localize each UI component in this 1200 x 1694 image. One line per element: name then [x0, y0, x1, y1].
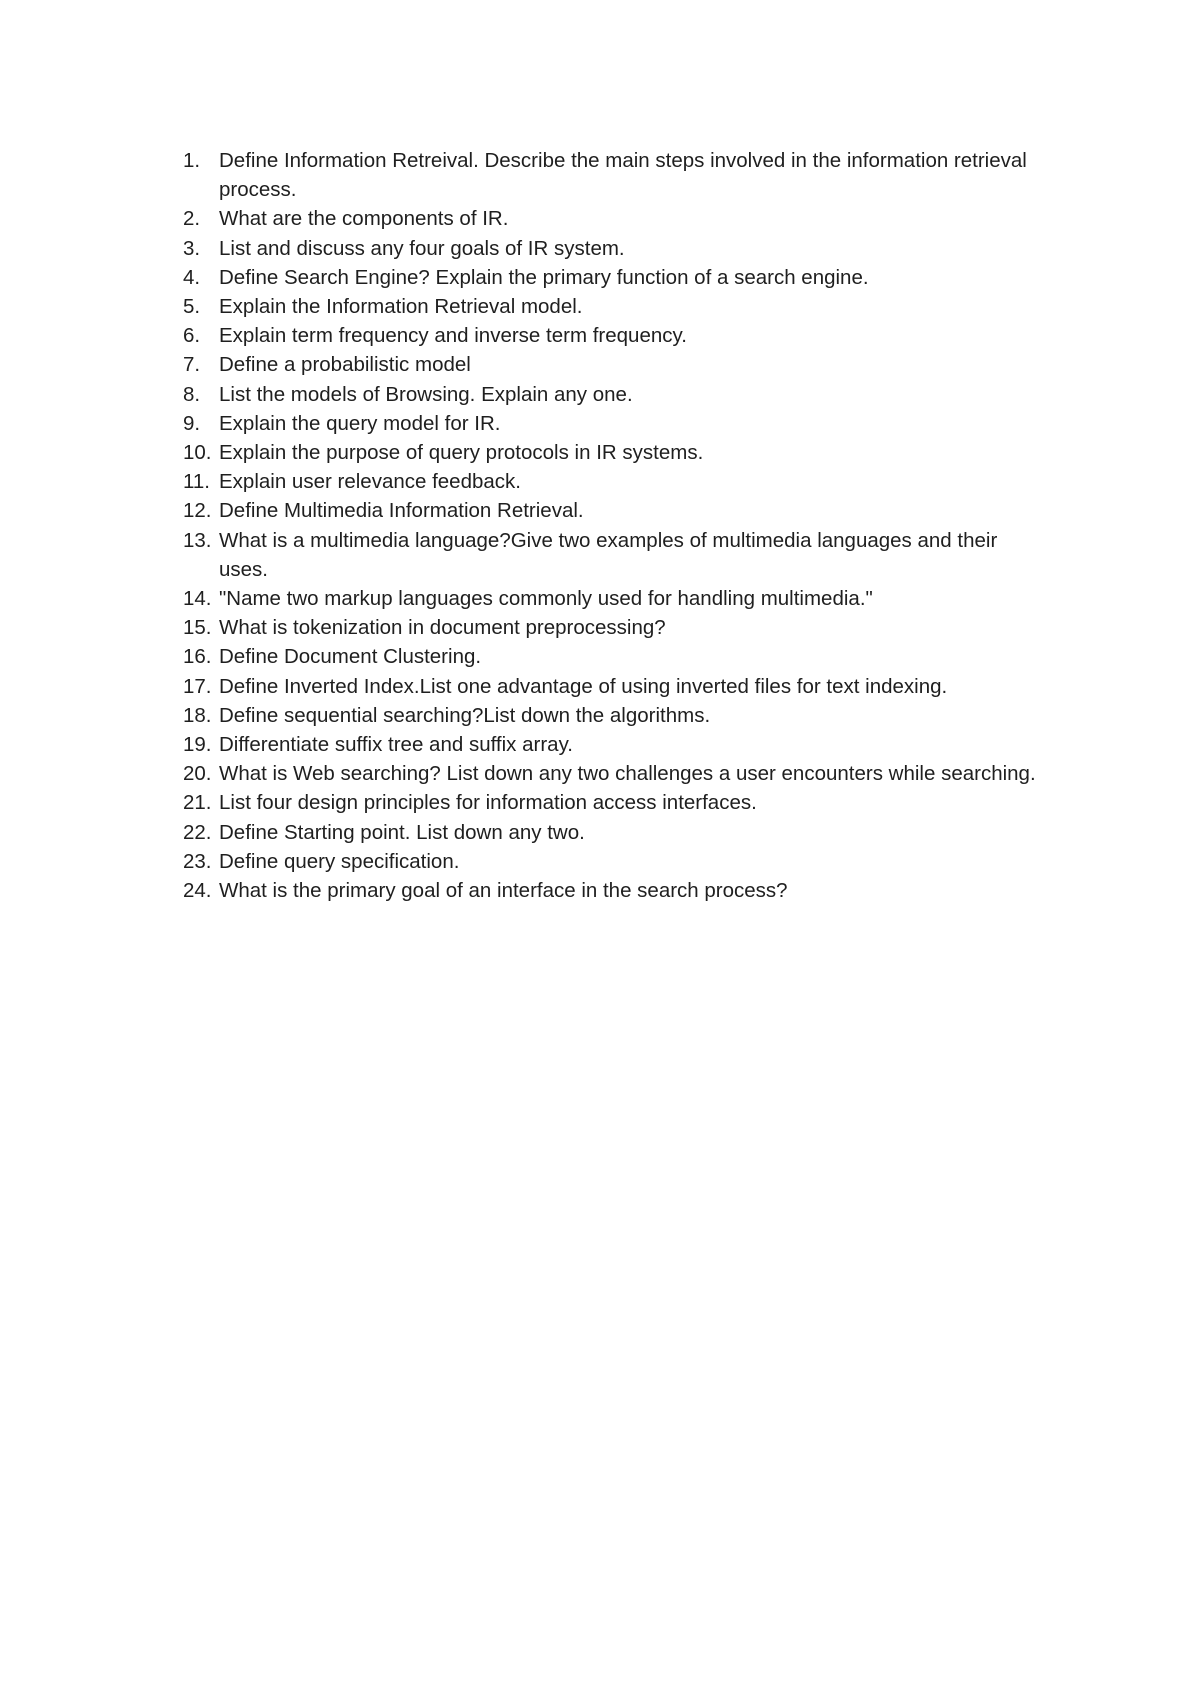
- question-text: Define Information Retreival. Describe the main steps involved in the information retrieval process.: [219, 149, 1027, 202]
- question-text: Explain the query model for IR.: [219, 411, 501, 435]
- question-number: 8.: [183, 382, 201, 406]
- question-text: Define Inverted Index.List one advantage of using inverted files for text indexing.: [219, 674, 948, 698]
- question-number: 23.: [183, 849, 212, 873]
- question-item: [183, 526, 1043, 584]
- question-number: 21.: [183, 791, 212, 815]
- question-number: 11.: [183, 470, 210, 494]
- question-number: 24.: [183, 879, 212, 903]
- question-text: What are the components of IR.: [219, 207, 509, 231]
- question-number: 12.: [183, 499, 212, 523]
- question-text: Differentiate suffix tree and suffix array.: [219, 733, 573, 757]
- question-item: [183, 876, 1043, 905]
- question-text: What is the primary goal of an interface in the search process?: [219, 879, 788, 903]
- question-number: 20.: [183, 762, 212, 786]
- question-item: [183, 642, 1043, 671]
- question-text: Define Document Clustering.: [219, 645, 482, 669]
- question-number: 3.: [183, 236, 201, 260]
- question-number: 14.: [183, 587, 212, 611]
- question-text: What is Web searching? List down any two challenges a user encounters while searching.: [219, 762, 1036, 786]
- question-text: What is a multimedia language?Give two examples of multimedia languages and their uses.: [219, 528, 998, 581]
- question-item: [183, 321, 1043, 350]
- question-number: 18.: [183, 703, 212, 727]
- question-item: [183, 438, 1043, 467]
- question-number: 16.: [183, 645, 212, 669]
- question-item: [183, 672, 1043, 701]
- question-number: 9.: [183, 411, 201, 435]
- question-text: "Name two markup languages commonly used for handling multimedia.": [219, 587, 873, 611]
- question-number: 13.: [183, 528, 212, 552]
- question-item: [183, 818, 1043, 847]
- question-number: 15.: [183, 616, 212, 640]
- question-item: [183, 350, 1043, 379]
- question-text: Explain the Information Retrieval model.: [219, 295, 583, 319]
- question-text: List four design principles for information access interfaces.: [219, 791, 757, 815]
- question-number: 5.: [183, 295, 201, 319]
- question-item: [183, 788, 1043, 817]
- question-list: [183, 146, 1043, 905]
- question-item: [183, 292, 1043, 321]
- question-item: [183, 613, 1043, 642]
- question-number: 7.: [183, 353, 201, 377]
- question-item: [183, 467, 1043, 496]
- question-text: Explain term frequency and inverse term frequency.: [219, 324, 687, 348]
- question-number: 6.: [183, 324, 201, 348]
- question-item: [183, 263, 1043, 292]
- question-text: Define Starting point. List down any two.: [219, 820, 585, 844]
- question-text: Explain user relevance feedback.: [219, 470, 521, 494]
- question-text: Define sequential searching?List down the algorithms.: [219, 703, 711, 727]
- question-item: [183, 146, 1043, 204]
- question-text: Define a probabilistic model: [219, 353, 471, 377]
- question-item: [183, 409, 1043, 438]
- question-item: [183, 847, 1043, 876]
- question-text: Define Search Engine? Explain the primary function of a search engine.: [219, 265, 869, 289]
- question-item: [183, 584, 1043, 613]
- question-number: 19.: [183, 733, 212, 757]
- question-text: Define query specification.: [219, 849, 460, 873]
- question-number: 2.: [183, 207, 201, 231]
- question-item: [183, 701, 1043, 730]
- question-text: List the models of Browsing. Explain any one.: [219, 382, 633, 406]
- question-text: What is tokenization in document preprocessing?: [219, 616, 666, 640]
- question-number: 22.: [183, 820, 212, 844]
- question-item: [183, 380, 1043, 409]
- question-text: Define Multimedia Information Retrieval.: [219, 499, 584, 523]
- question-item: [183, 204, 1043, 233]
- question-number: 4.: [183, 265, 201, 289]
- question-item: [183, 496, 1043, 525]
- question-item: [183, 234, 1043, 263]
- question-number: 1.: [183, 149, 201, 172]
- question-number: 10.: [183, 441, 212, 465]
- question-text: List and discuss any four goals of IR system.: [219, 236, 625, 260]
- question-item: [183, 730, 1043, 759]
- question-text: Explain the purpose of query protocols in IR systems.: [219, 441, 704, 465]
- question-number: 17.: [183, 674, 212, 698]
- question-item: [183, 759, 1043, 788]
